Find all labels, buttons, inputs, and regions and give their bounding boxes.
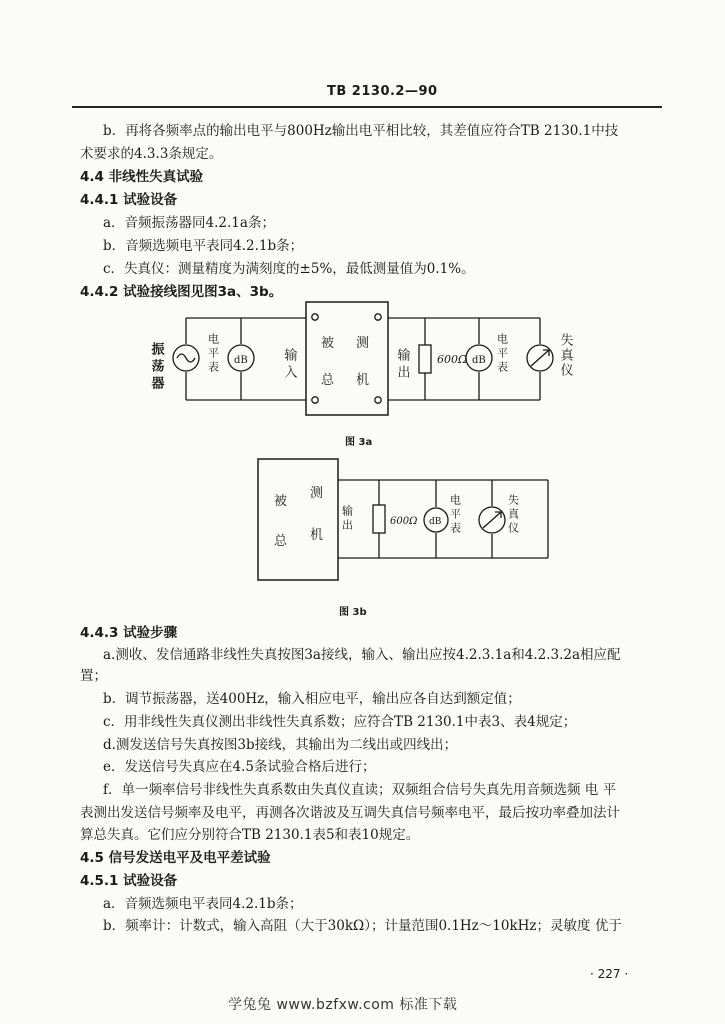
subsection-heading: 4.4.1 试验设备 [80, 192, 178, 208]
list-item: a．音频选频电平表同4.2.1b条； [103, 896, 303, 912]
list-item: a．音频振荡器同4.2.1a条； [103, 215, 275, 231]
text-line: 置； [80, 668, 107, 684]
list-item: b．音频选频电平表同4.2.1b条； [103, 238, 304, 254]
subsection-heading: 4.4.3 试验步骤 [80, 625, 178, 641]
input-label: 输入 [281, 348, 297, 382]
text-line: 算总失真。它们应分别符合TB 2130.1表5和表10规定。 [80, 827, 420, 843]
db-label: dB [472, 355, 486, 366]
figure-3b [0, 450, 725, 600]
dut-char: 测 [356, 336, 370, 351]
db-label: dB [234, 355, 248, 366]
figure-caption: 图 3a [345, 437, 373, 448]
level-meter-label: 电平表 [495, 333, 509, 375]
dut-char: 机 [310, 528, 324, 543]
text-line: a.测收、发信通路非线性失真按图3a接线，输入、输出应按4.2.3.1a和4.2.3.2a相应配 [103, 647, 621, 663]
footer-watermark: 学兔兔 www.bzfxw.com 标准下载 [228, 997, 458, 1013]
resistor-label: 600Ω [437, 353, 468, 366]
resistor-label: 600Ω [390, 516, 418, 527]
subsection-heading: 4.5.1 试验设备 [80, 873, 178, 889]
list-item: c．失真仪：测量精度为满刻度的±5%，最低测量值为0.1%。 [103, 261, 475, 277]
level-meter-label: 电平表 [448, 494, 462, 536]
text-line: 表测出发送信号频率及电平，再测各次谐波及互调失真信号频率电平，最后按功率叠加法计 [80, 805, 620, 821]
section-heading: 4.4 非线性失真试验 [80, 169, 204, 185]
text-line: f．单一频率信号非线性失真系数由失真仪直读；双频组合信号失真先用音频选频 电 平 [103, 782, 617, 798]
figure-3a [0, 0, 725, 460]
dut-char: 总 [321, 373, 335, 388]
output-label: 输出 [394, 348, 410, 382]
figure-caption: 图 3b [339, 607, 367, 618]
dut-char: 机 [356, 373, 370, 388]
list-item: b．频率计：计数式，输入高阻（大于30kΩ）；计量范围0.1Hz～10kHz；灵敏度 优于 [103, 918, 622, 934]
list-item: e．发送信号失真应在4.5条试验合格后进行； [103, 759, 376, 775]
dut-char: 被 [321, 336, 335, 351]
distortion-meter-label: 失真仪 [506, 494, 520, 536]
list-item: d.测发送信号失真按图3b接线，其输出为二线出或四线出； [103, 737, 458, 753]
text-line: b．再将各频率点的输出电平与800Hz输出电平相比较，其差值应符合TB 2130.1中技 [103, 123, 619, 139]
list-item: c．用非线性失真仪测出非线性失真系数；应符合TB 2130.1中表3、表4规定； [103, 714, 577, 730]
db-label: dB [429, 517, 442, 527]
dut-char: 测 [310, 486, 324, 501]
distortion-meter-label: 失真仪 [557, 333, 573, 378]
oscillator-label: 振荡器 [148, 342, 164, 393]
dut-char: 总 [274, 534, 288, 549]
list-item: b．调节振荡器，送400Hz，输入相应电平，输出应各自达到额定值； [103, 691, 521, 707]
subsection-heading: 4.4.2 试验接线图见图3a、3b。 [80, 284, 283, 300]
output-label: 输出 [340, 505, 354, 533]
document-code: TB 2130.2—90 [327, 84, 438, 99]
page-number: · 227 · [590, 967, 629, 981]
dut-char: 被 [274, 494, 288, 509]
text-line: 术要求的4.3.3条规定。 [80, 146, 223, 162]
level-meter-label: 电平表 [206, 333, 220, 375]
section-heading: 4.5 信号发送电平及电平差试验 [80, 850, 271, 866]
